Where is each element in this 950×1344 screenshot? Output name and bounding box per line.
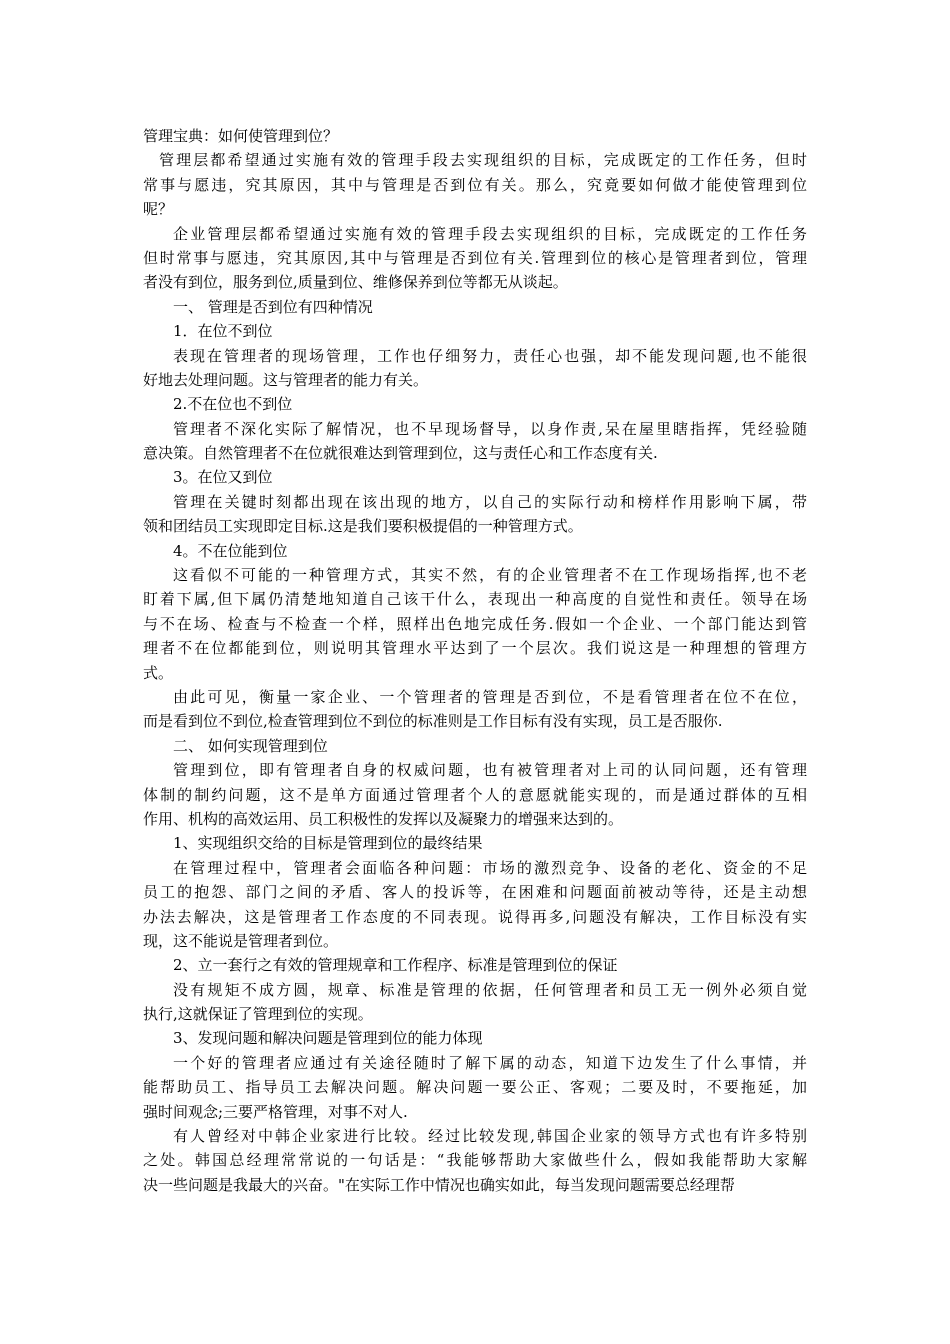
text-line: 没有规矩不成方圆，规章、标准是管理的依据，任何管理者和员工无一例外必须自觉	[173, 980, 807, 999]
text-line: 由此可见，衡量一家企业、一个管理者的管理是否到位，不是看管理者在位不在位，	[173, 687, 807, 706]
text-line: 能帮助员工、指导员工去解决问题。解决问题一要公正、客观；二要及时，不要拖延，加	[143, 1078, 807, 1097]
text-line: 1．在位不到位	[173, 322, 273, 341]
text-line: 管理者不深化实际了解情况，也不早现场督导，以身作责,呆在屋里瞎指挥，凭经验随	[173, 419, 807, 438]
text-line: 式。	[143, 663, 174, 682]
paragraph	[143, 222, 807, 295]
paragraph	[143, 734, 807, 758]
paragraph	[143, 953, 807, 977]
text-line: 办法去解决，这是管理者工作态度的不同表现。说得再多,问题没有解决，工作目标没有实	[143, 907, 807, 926]
text-line: 呢？	[143, 200, 174, 219]
text-line: 这看似不可能的一种管理方式，其实不然，有的企业管理者不在工作现场指挥,也不老	[173, 566, 807, 585]
text-line: 表现在管理者的现场管理，工作也仔细努力，责任心也强，却不能发现问题,也不能很	[173, 346, 807, 365]
text-line: 好地去处理问题。这与管理者的能力有关。	[143, 370, 429, 389]
document-title: 管理宝典：如何使管理到位？	[143, 127, 339, 145]
paragraph	[143, 295, 807, 319]
paragraph	[143, 831, 807, 855]
text-line: 管理到位，即有管理者自身的权威问题，也有被管理者对上司的认同问题，还有管理	[173, 761, 807, 780]
text-line: 作用、机构的高效运用、员工积极性的发挥以及凝聚力的增强来达到的。	[143, 809, 624, 828]
document-body	[143, 148, 807, 1197]
text-line: 企业管理层都希望通过实施有效的管理手段去实现组织的目标，完成既定的工作任务	[173, 224, 807, 243]
text-line: 4。不在位能到位	[173, 541, 288, 560]
text-line: 2、立一套行之有效的管理规章和工作程序、标准是管理到位的保证	[173, 956, 618, 975]
paragraph	[143, 417, 807, 466]
text-line: 理者不在位都能到位，则说明其管理水平达到了一个层次。我们说这是一种理想的管理方	[143, 639, 807, 658]
paragraph	[143, 319, 807, 343]
text-line: 盯着下属,但下属仍清楚地知道自己该干什么，表现出一种高度的自觉性和责任。领导在场	[143, 590, 807, 609]
paragraph	[143, 685, 807, 734]
paragraph	[143, 1124, 807, 1197]
text-line: 1、实现组织交给的目标是管理到位的最终结果	[173, 834, 483, 853]
text-line: 在管理过程中，管理者会面临各种问题：市场的激烈竞争、设备的老化、资金的不足	[173, 858, 807, 877]
text-line: 意决策。自然管理者不在位就很难达到管理到位，这与责任心和工作态度有关.	[143, 444, 658, 463]
text-line: 员工的抱怨、部门之间的矛盾、客人的投诉等，在困难和问题面前被动等待，还是主动想	[143, 883, 807, 902]
paragraph	[143, 344, 807, 393]
paragraph	[143, 392, 807, 416]
paragraph	[143, 978, 807, 1027]
text-line: 之处。韩国总经理常常说的一句话是：“我能够帮助大家做些什么，假如我能帮助大家解	[143, 1151, 807, 1170]
text-line: 但时常事与愿违，究其原因,其中与管理是否到位有关.管理到位的核心是管理者到位，管理	[143, 248, 807, 267]
text-line: 领和团结员工实现即定目标.这是我们要积极提倡的一种管理方式。	[143, 517, 583, 536]
paragraph	[143, 563, 807, 685]
paragraph	[143, 539, 807, 563]
text-line: 一、 管理是否到位有四种情况	[173, 297, 373, 316]
text-line: 执行,这就保证了管理到位的实现。	[143, 1005, 373, 1024]
text-line: 体制的制约问题，这不是单方面通过管理者个人的意愿就能实现的，而是通过群体的互相	[143, 785, 807, 804]
text-line: 与不在场、检查与不检查一个样，照样出色地完成任务.假如一个企业、一个部门能达到管	[143, 614, 807, 633]
text-line: 一个好的管理者应通过有关途径随时了解下属的动态，知道下边发生了什么事情，并	[173, 1053, 807, 1072]
text-line: 现，这不能说是管理者到位。	[143, 931, 339, 950]
paragraph	[143, 758, 807, 831]
text-line: 常事与愿违，究其原因，其中与管理是否到位有关。那么，究竟要如何做才能使管理到位	[143, 175, 807, 194]
text-line: 2.不在位也不到位	[173, 395, 293, 414]
text-line: 3、发现问题和解决问题是管理到位的能力体现	[173, 1029, 483, 1048]
text-line: 3。在位又到位	[173, 468, 273, 487]
text-line: 管理层都希望通过实施有效的管理手段去实现组织的目标，完成既定的工作任务，但时	[159, 151, 807, 170]
text-line: 二、 如何实现管理到位	[173, 736, 328, 755]
paragraph	[143, 148, 807, 221]
paragraph	[143, 856, 807, 954]
text-line: 者没有到位，服务到位,质量到位、维修保养到位等都无从谈起。	[143, 273, 568, 292]
text-line: 决一些问题是我最大的兴奋。"在实际工作中情况也确实如此，每当发现问题需要总经理帮	[143, 1175, 735, 1194]
paragraph	[143, 465, 807, 489]
text-line: 强时间观念;三要严格管理，对事不对人.	[143, 1102, 408, 1121]
text-line: 而是看到位不到位,检查管理到位不到位的标准则是工作目标有没有实现，员工是否服你.	[143, 712, 723, 731]
paragraph	[143, 1051, 807, 1124]
paragraph	[143, 1026, 807, 1050]
text-line: 有人曾经对中韩企业家进行比较。经过比较发现,韩国企业家的领导方式也有许多特别	[173, 1127, 807, 1146]
text-line: 管理在关键时刻都出现在该出现的地方，以自己的实际行动和榜样作用影响下属，带	[173, 492, 807, 511]
paragraph	[143, 490, 807, 539]
